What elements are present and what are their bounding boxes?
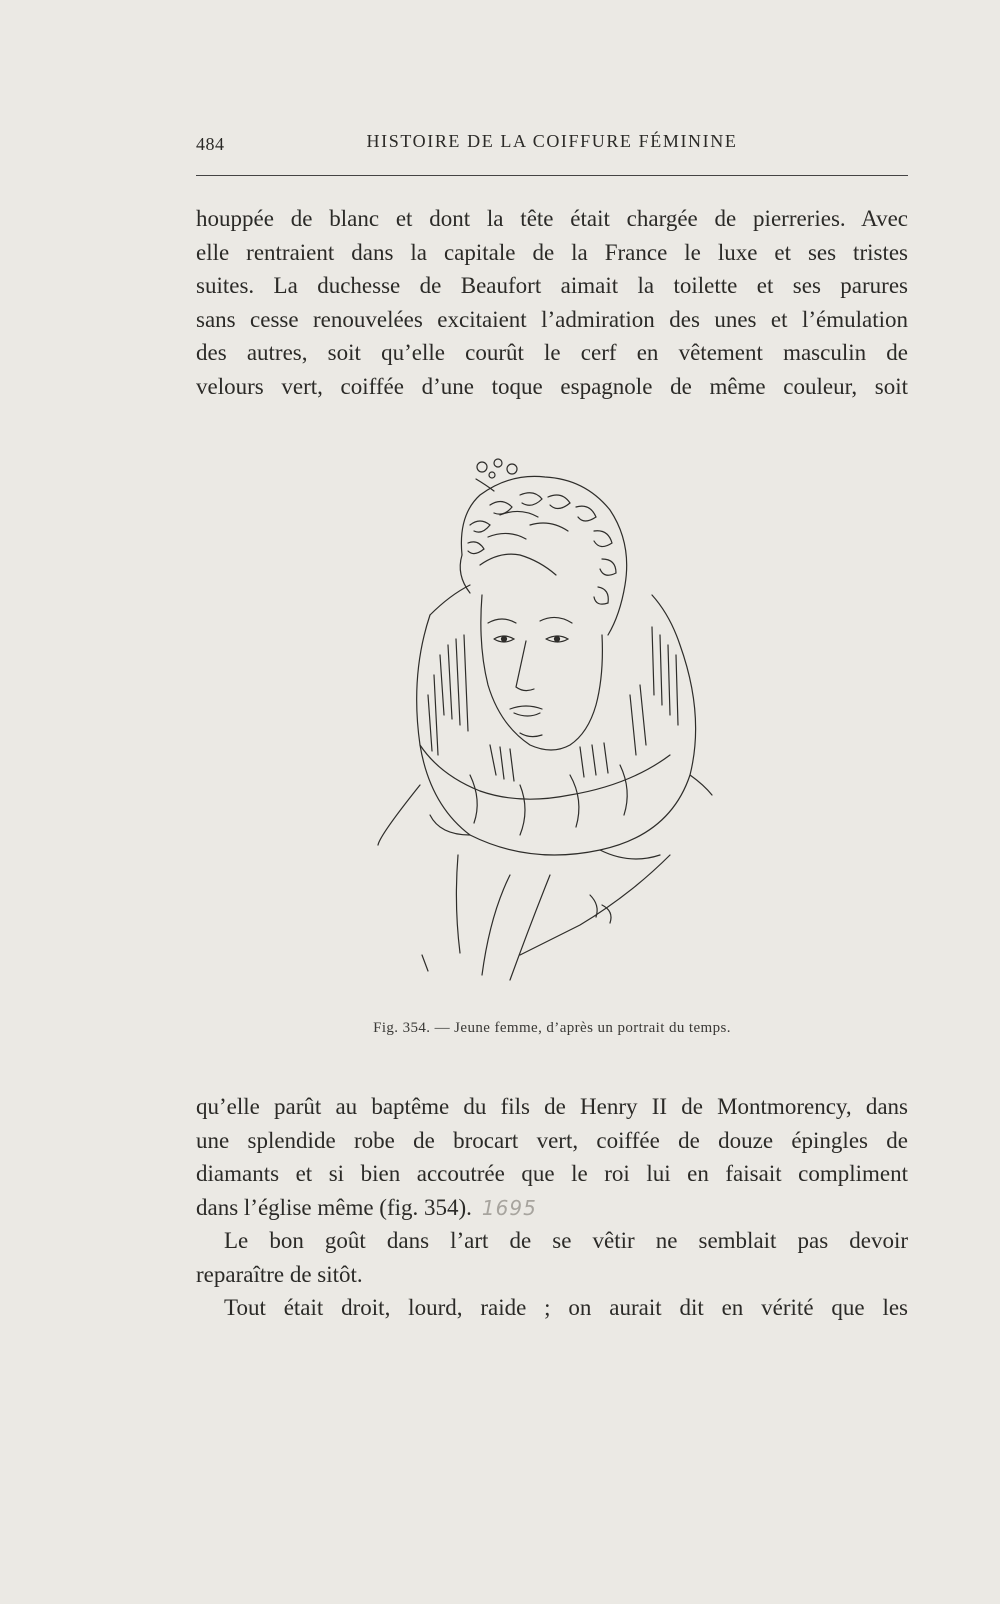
text-line: velours vert, coiffée d’une toque espagnole de même couleur, soit	[196, 373, 908, 399]
ruff-collar	[417, 585, 696, 859]
pencil-annotation: 1695	[481, 1195, 537, 1220]
text-line: reparaître de sitôt.	[196, 1261, 363, 1287]
figure-caption: Fig. 354. — Jeune femme, d’après un portrait du temps.	[373, 1020, 731, 1036]
text-line-content: dans l’église même (fig. 354).	[196, 1194, 472, 1220]
portrait-illustration	[370, 455, 730, 1000]
text-line: sans cesse renouvelées excitaient l’admiration des unes et l’émulation	[196, 306, 908, 332]
text-line: des autres, soit qu’elle courût le cerf en vêtement masculin de	[196, 340, 908, 365]
text-line: elle rentraient dans la capitale de la France le luxe et ses tristes	[196, 239, 908, 265]
bodice	[378, 775, 712, 980]
curled-hair	[460, 476, 626, 635]
text-line	[196, 1191, 908, 1225]
running-head	[196, 128, 908, 158]
text-line: diamants et si bien accoutrée que le roi lui en faisait compliment	[196, 1161, 908, 1186]
text-line: Le bon goût dans l’art de se vêtir ne semblait pas devoir	[224, 1228, 908, 1253]
page-number: 484	[196, 134, 225, 154]
text-line: houppée de blanc et dont la tête était chargée de pierreries. Avec	[196, 206, 908, 231]
header-rule	[196, 175, 908, 176]
paragraph-top	[196, 202, 908, 403]
text-line: qu’elle parût au baptême du fils de Henry II de Montmorency, dans	[196, 1094, 908, 1119]
running-title: HISTOIRE DE LA COIFFURE FÉMININE	[366, 131, 738, 151]
text-line: suites. La duchesse de Beaufort aimait la toilette et ses parures	[196, 273, 908, 298]
hair-jewel	[476, 459, 517, 491]
face	[481, 595, 603, 750]
text-line: Tout était droit, lourd, raide ; on aurait dit en vérité que les	[224, 1295, 908, 1320]
text-line: une splendide robe de brocart vert, coiffée de douze épingles de	[196, 1127, 908, 1153]
paragraph-bottom	[196, 1090, 908, 1325]
